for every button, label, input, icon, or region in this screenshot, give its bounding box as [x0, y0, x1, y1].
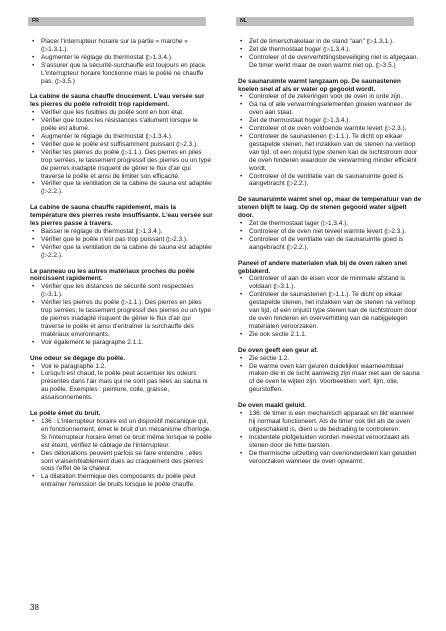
list-item: • Zie sectie 1.2.	[238, 355, 422, 363]
list-item: • Controleer of de zekeringen voor de oven in orde zijn.	[238, 93, 422, 101]
bullet-list	[30, 109, 214, 196]
list-item: • Zet de thermostaat lager (▷1.3.4.).	[238, 220, 422, 228]
section-heading: La cabine de sauna chauffe rapidement, mais la température des pierres reste insuffisante. L'eau versée sur les pierres passe à travers.	[30, 204, 213, 228]
section-heading: De oven geeft een geur af.	[238, 346, 319, 354]
list-item: • Voir également le paragraphe 2.1.1.	[30, 339, 214, 347]
list-item: • Des détonations peuvent parfois se faire entendre ; elles sont vraisemblablement dues au craquement des pierres sous l'effet de la chaleur.	[30, 450, 214, 474]
list-item: • Incidentele plofgeluiden worden meestal veroorzaakt als stenen door de hitte barsten.	[238, 434, 422, 450]
list-item: • Lorsqu'il est chaud, le poêle peut accentuer les odeurs présentes dans l'air mais qui ne sont pas liées au sauna ni au poêle. Exemples : peinture, colle, graisse, assaisonnements.	[30, 370, 214, 402]
list-item: • Vérifier les pierres du poêle (▷1.1.). Des pierres en piles trop serrées, le tassement progressif des pierres ou un type de pierres inadapté risquent de gêner le flux d'air qui traverse le poêle et ainsi de limiter son efficacité.	[30, 149, 214, 181]
list-item: • Controleer of de ventilatie van de saunaruimte goed is aangebracht (▷2.2.).	[238, 236, 422, 252]
list-item: • Baisser le réglage du thermostat (▷1.3.4.).	[30, 228, 214, 236]
list-item: • Augmenter le réglage du thermostat (▷1.3.4.).	[30, 133, 214, 141]
bullet-list	[30, 283, 214, 346]
language-tab-nl	[236, 17, 414, 26]
troubleshooting-section	[238, 260, 422, 339]
bullet-list	[238, 38, 422, 70]
troubleshooting-section	[238, 402, 422, 465]
list-item: • Vérifier que le poêle n'est pas trop puissant (▷2.3.).	[30, 236, 214, 244]
section-heading: De oven maakt geluid.	[238, 402, 306, 410]
section-heading: Une odeur se dégage du poêle.	[30, 354, 126, 362]
troubleshooting-section	[30, 268, 214, 347]
bullet-list	[238, 410, 422, 465]
troubleshooting-section	[30, 38, 214, 85]
troubleshooting-section	[30, 93, 214, 196]
column-french	[30, 38, 214, 497]
bullet-list	[238, 275, 422, 338]
list-item: • Zet de timerschakelaar in de stand "aan" (▷1.3.1.).	[238, 38, 422, 46]
language-label-fr: FR	[32, 18, 39, 24]
troubleshooting-section	[238, 78, 422, 189]
troubleshooting-section	[238, 196, 422, 251]
list-item: • Controleer of de oververhittingsbeveiliging niet is afgegaan. De timer werkt maar de oven warmt niet op. (▷3.5.)	[238, 54, 422, 70]
section-heading: De saunaruimte warmt langzaam op. De saunastenen koelen snel af als er water op gegooid wordt.	[238, 77, 401, 93]
list-item: • Controleer of de oven niet teveel warmte levert (▷2.3.).	[238, 228, 422, 236]
page-number: 38	[30, 603, 39, 612]
list-item: • Vérifier que les distances de sécurité sont respectées (▷3.1.).	[30, 283, 214, 299]
list-item: • Vérifier les pierres du poêle (▷1.1.). Des pierres en piles trop serrées, le tassement progressif des pierres ou un type de pierres inadapté risquent de gêner le flux d'air qui traverse le poêle et ainsi d'entraîner la surchauffe des matériaux environnants.	[30, 299, 214, 339]
section-heading: Le panneau ou les autres matériaux proches du poêle noircissent rapidement.	[30, 267, 195, 283]
section-heading: Le poêle émet du bruit.	[30, 410, 101, 418]
troubleshooting-section	[30, 204, 214, 259]
bullet-list	[30, 228, 214, 260]
list-item: • S'assurer que la sécurité-surchauffe est toujours en place. L'interrupteur horaire fonctionne mais le poêle ne chauffe pas. (▷3.5.)	[30, 62, 214, 86]
list-item: • Vérifier que la ventilation de la cabine de sauna est adaptée (▷2.2.).	[30, 244, 214, 260]
bullet-list	[238, 355, 422, 395]
bullet-list	[30, 38, 214, 85]
list-item: • Controleer of aan de eisen voor de minimale afstand is voldaan (▷3.1.).	[238, 275, 422, 291]
bullet-list	[30, 363, 214, 403]
list-item: • Controleer de saunastenen (▷1.1.). Te dicht op elkaar gestapelde stenen, het inzakken van de stenen na verloop van tijd, of een onjuist type stenen kan de luchtstroom door de oven hinderen waardoor de verwarming minder efficiënt wordt.	[238, 133, 422, 173]
list-item: • De thermische uitzetting van ovenonderdelen kan geluiden veroorzaken wanneer de oven opwarmt.	[238, 450, 422, 466]
list-item: • Vérifier que toutes les résistances s'allument lorsque le poêle est allumé.	[30, 117, 214, 133]
language-tab-fr	[28, 17, 206, 26]
list-item: • 136: de timer is een mechanisch apparaat en tikt wanneer hij normaal functioneert. Als de timer ook tikt als de oven uitgeschakeld is, dient u de bedrading te controleren.	[238, 410, 422, 434]
list-item: • Placer l'interrupteur horaire sur la partie « marche » (▷1.3.1.).	[30, 38, 214, 54]
list-item: • Ga na of alle verwarmingselementen gloeien wanneer de oven aan staat.	[238, 101, 422, 117]
list-item: • La dilatation thermique des composants du poêle peut entraîner l'émission de bruits lorsque le poêle chauffe.	[30, 473, 214, 489]
list-item: • Vérifier que la ventilation de la cabine de sauna est adaptée (▷2.2.).	[30, 180, 214, 196]
troubleshooting-section	[238, 38, 422, 70]
section-heading: Paneel of andere materialen vlak bij de oven raken snel geblakerd.	[238, 259, 407, 275]
list-item: • Vérifier que les fusibles du poêle sont en bon état.	[30, 109, 214, 117]
bullet-list	[30, 418, 214, 489]
list-item: • 136 : L'interrupteur horaire est un dispositif mécanique qui, en fonctionnement, émet le bruit d'un mécanisme d'horloge. Si l'interrupteur horaire émet ce bruit même lorsque le poêle est éteint, vérifiez le câblage de l'interrupteur.	[30, 418, 214, 450]
list-item: • Controleer de saunastenen (▷1.1.). Te dicht op elkaar gestapelde stenen, het inzakken van de stenen na verloop van tijd, of een onjuist type stenen kan de luchtstroom door de oven hinderen en oververhitting van de nabijgelegen materialen veroorzaken.	[238, 291, 422, 331]
troubleshooting-section	[30, 355, 214, 402]
bullet-list	[238, 220, 422, 252]
list-item: • Zet de thermostaat hoger (▷1.3.4.).	[238, 46, 422, 54]
column-dutch	[238, 38, 422, 473]
language-label-nl: NL	[240, 18, 247, 24]
list-item: • Voir le paragraphe 1.2.	[30, 363, 214, 371]
bullet-list	[238, 93, 422, 188]
section-heading: La cabine de sauna chauffe doucement. L'eau versée sur les pierres du poêle refroidit trop rapidement.	[30, 93, 205, 109]
list-item: • Vérifier que le poêle est suffisamment puissant (▷2.3.).	[30, 141, 214, 149]
troubleshooting-section	[30, 410, 214, 489]
list-item: • Augmenter le réglage du thermostat (▷1.3.4.).	[30, 54, 214, 62]
list-item: • Controleer of de ventilatie van de saunaruimte goed is aangebracht (▷2.2.).	[238, 173, 422, 189]
list-item: • De warme oven kan geuren duidelijker waarneembaar maken die in de lucht aanwezig zijn maar niet aan de sauna of de oven te wijten zijn. Voorbeelden: verf, lijm, olie, geurstoffen.	[238, 363, 422, 395]
section-heading: De saunaruimte warmt snel op, maar de temperatuur van de stenen blijft te laag. Op de stenen gegooid water sijpelt door.	[238, 196, 422, 220]
list-item: • Zet de thermostaat hoger (▷1.3.4.).	[238, 117, 422, 125]
list-item: • Controleer of de oven voldoende warmte levert (▷2.3.).	[238, 125, 422, 133]
troubleshooting-section	[238, 347, 422, 394]
list-item: • Zie ook sectie 2.1.1.	[238, 331, 422, 339]
